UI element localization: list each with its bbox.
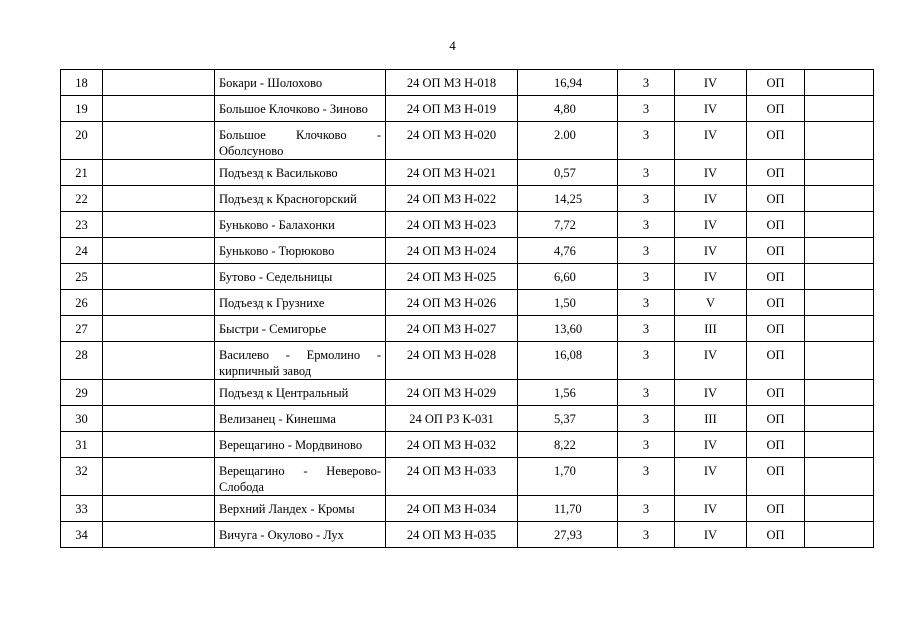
category-text: 3 bbox=[642, 270, 650, 284]
road-code-cell bbox=[386, 522, 518, 548]
road-name-text: Большое Клочково - Оболсуново bbox=[219, 128, 381, 158]
blank-cell bbox=[805, 186, 874, 212]
road-length-cell bbox=[518, 96, 618, 122]
road-length-cell bbox=[518, 406, 618, 432]
road-code-cell bbox=[386, 342, 518, 380]
road-length-cell bbox=[518, 186, 618, 212]
road-type-cell bbox=[747, 522, 805, 548]
road-class-cell bbox=[675, 316, 747, 342]
blank-cell bbox=[805, 212, 874, 238]
row-number-cell bbox=[61, 458, 103, 496]
blank-cell bbox=[805, 290, 874, 316]
road-length-text: 2.00 bbox=[554, 128, 576, 142]
category-cell bbox=[618, 264, 675, 290]
blank-cell bbox=[805, 458, 874, 496]
blank-cell bbox=[805, 406, 874, 432]
road-class-text: IV bbox=[703, 102, 718, 116]
road-name-text: Бокари - Шолохово bbox=[219, 76, 323, 90]
category-text: 3 bbox=[642, 322, 650, 336]
road-length-text: 8,22 bbox=[554, 438, 576, 452]
road-class-cell bbox=[675, 238, 747, 264]
category-cell bbox=[618, 522, 675, 548]
category-text: 3 bbox=[642, 244, 650, 258]
table-row bbox=[61, 96, 874, 122]
road-class-text: IV bbox=[703, 128, 718, 142]
road-class-text: IV bbox=[703, 528, 718, 542]
road-type-cell bbox=[747, 290, 805, 316]
category-text: 3 bbox=[642, 348, 650, 362]
table-row bbox=[61, 406, 874, 432]
table-row bbox=[61, 522, 874, 548]
category-text: 3 bbox=[642, 102, 650, 116]
road-code-cell bbox=[386, 496, 518, 522]
road-class-text: IV bbox=[703, 464, 718, 478]
row-number-text: 29 bbox=[75, 386, 88, 400]
row-number-cell bbox=[61, 316, 103, 342]
road-type-text: ОП bbox=[766, 296, 785, 310]
blank-cell bbox=[103, 380, 215, 406]
road-length-cell bbox=[518, 496, 618, 522]
category-cell bbox=[618, 186, 675, 212]
road-class-text: IV bbox=[703, 192, 718, 206]
row-number-text: 33 bbox=[75, 502, 88, 516]
blank-cell bbox=[805, 122, 874, 160]
road-length-text: 27,93 bbox=[554, 528, 583, 542]
road-class-cell bbox=[675, 406, 747, 432]
road-length-cell bbox=[518, 290, 618, 316]
road-length-cell bbox=[518, 212, 618, 238]
blank-cell bbox=[103, 432, 215, 458]
road-type-text: ОП bbox=[766, 412, 785, 426]
blank-cell bbox=[805, 264, 874, 290]
road-code-cell bbox=[386, 290, 518, 316]
road-class-text: IV bbox=[703, 244, 718, 258]
row-number-cell bbox=[61, 290, 103, 316]
category-cell bbox=[618, 160, 675, 186]
road-type-cell bbox=[747, 432, 805, 458]
road-class-text: IV bbox=[703, 270, 718, 284]
blank-cell bbox=[103, 238, 215, 264]
road-class-cell bbox=[675, 264, 747, 290]
road-code-text: 24 ОП МЗ Н-018 bbox=[406, 76, 497, 90]
blank-cell bbox=[805, 522, 874, 548]
blank-cell bbox=[103, 496, 215, 522]
table-row bbox=[61, 290, 874, 316]
road-length-text: 4,76 bbox=[554, 244, 576, 258]
road-length-text: 14,25 bbox=[554, 192, 583, 206]
blank-cell bbox=[103, 290, 215, 316]
road-code-cell bbox=[386, 160, 518, 186]
road-class-cell bbox=[675, 290, 747, 316]
road-length-text: 4,80 bbox=[554, 102, 576, 116]
road-name-cell bbox=[215, 522, 386, 548]
category-text: 3 bbox=[642, 296, 650, 310]
blank-cell bbox=[805, 238, 874, 264]
road-class-text: IV bbox=[703, 218, 718, 232]
road-type-text: ОП bbox=[766, 438, 785, 452]
road-name-text: Василево - Ермолино - кирпичный завод bbox=[219, 348, 381, 378]
road-type-text: ОП bbox=[766, 166, 785, 180]
road-type-text: ОП bbox=[766, 218, 785, 232]
blank-cell bbox=[103, 186, 215, 212]
blank-cell bbox=[103, 342, 215, 380]
road-length-text: 0,57 bbox=[554, 166, 576, 180]
blank-cell bbox=[805, 496, 874, 522]
road-length-cell bbox=[518, 342, 618, 380]
road-code-text: 24 ОП МЗ Н-022 bbox=[406, 192, 497, 206]
row-number-cell bbox=[61, 342, 103, 380]
road-length-text: 16,94 bbox=[554, 76, 583, 90]
category-text: 3 bbox=[642, 412, 650, 426]
table-row bbox=[61, 122, 874, 160]
road-type-text: ОП bbox=[766, 128, 785, 142]
road-class-text: IV bbox=[703, 502, 718, 516]
row-number-text: 24 bbox=[75, 244, 88, 258]
road-class-text: IV bbox=[703, 166, 718, 180]
row-number-cell bbox=[61, 122, 103, 160]
road-class-cell bbox=[675, 342, 747, 380]
category-text: 3 bbox=[642, 218, 650, 232]
road-name-cell bbox=[215, 264, 386, 290]
road-code-text: 24 ОП МЗ Н-025 bbox=[406, 270, 497, 284]
road-code-cell bbox=[386, 406, 518, 432]
road-length-cell bbox=[518, 316, 618, 342]
roads-table-body bbox=[61, 70, 874, 548]
table-row bbox=[61, 212, 874, 238]
road-code-cell bbox=[386, 96, 518, 122]
road-type-cell bbox=[747, 406, 805, 432]
road-code-cell bbox=[386, 264, 518, 290]
blank-cell bbox=[805, 432, 874, 458]
blank-cell bbox=[805, 160, 874, 186]
category-cell bbox=[618, 406, 675, 432]
category-cell bbox=[618, 238, 675, 264]
row-number-cell bbox=[61, 522, 103, 548]
road-code-text: 24 ОП МЗ Н-019 bbox=[406, 102, 497, 116]
road-name-cell bbox=[215, 160, 386, 186]
row-number-text: 32 bbox=[75, 464, 88, 478]
road-length-cell bbox=[518, 70, 618, 96]
road-length-text: 1,50 bbox=[554, 296, 576, 310]
road-type-cell bbox=[747, 186, 805, 212]
road-type-text: ОП bbox=[766, 322, 785, 336]
road-class-text: IV bbox=[703, 348, 718, 362]
blank-cell bbox=[103, 458, 215, 496]
category-text: 3 bbox=[642, 166, 650, 180]
road-name-text: Верхний Ландех - Кромы bbox=[219, 502, 355, 516]
road-type-cell bbox=[747, 496, 805, 522]
road-length-text: 1,56 bbox=[554, 386, 576, 400]
road-class-text: IV bbox=[703, 438, 718, 452]
category-cell bbox=[618, 458, 675, 496]
road-length-text: 5,37 bbox=[554, 412, 576, 426]
blank-cell bbox=[103, 122, 215, 160]
road-code-cell bbox=[386, 212, 518, 238]
road-type-text: ОП bbox=[766, 192, 785, 206]
row-number-cell bbox=[61, 212, 103, 238]
road-type-text: ОП bbox=[766, 102, 785, 116]
row-number-text: 31 bbox=[75, 438, 88, 452]
road-code-text: 24 ОП МЗ Н-021 bbox=[406, 166, 497, 180]
category-cell bbox=[618, 290, 675, 316]
road-type-cell bbox=[747, 238, 805, 264]
blank-cell bbox=[103, 522, 215, 548]
row-number-text: 22 bbox=[75, 192, 88, 206]
road-class-cell bbox=[675, 122, 747, 160]
road-class-text: V bbox=[705, 296, 716, 310]
road-name-cell bbox=[215, 342, 386, 380]
road-length-cell bbox=[518, 432, 618, 458]
row-number-text: 25 bbox=[75, 270, 88, 284]
road-name-cell bbox=[215, 290, 386, 316]
blank-cell bbox=[805, 96, 874, 122]
road-class-text: III bbox=[704, 412, 717, 426]
road-name-text: Велизанец - Кинешма bbox=[219, 412, 336, 426]
road-type-text: ОП bbox=[766, 528, 785, 542]
road-code-text: 24 ОП МЗ Н-023 bbox=[406, 218, 497, 232]
category-text: 3 bbox=[642, 128, 650, 142]
road-name-cell bbox=[215, 212, 386, 238]
category-cell bbox=[618, 122, 675, 160]
road-code-text: 24 ОП МЗ Н-026 bbox=[406, 296, 497, 310]
road-name-text: Подъезд к Грузнихе bbox=[219, 296, 325, 310]
blank-cell bbox=[805, 70, 874, 96]
road-type-text: ОП bbox=[766, 348, 785, 362]
road-type-cell bbox=[747, 264, 805, 290]
row-number-text: 30 bbox=[75, 412, 88, 426]
road-length-cell bbox=[518, 122, 618, 160]
road-type-cell bbox=[747, 380, 805, 406]
road-class-cell bbox=[675, 458, 747, 496]
table-row bbox=[61, 160, 874, 186]
road-name-text: Буньково - Балахонки bbox=[219, 218, 335, 232]
row-number-cell bbox=[61, 238, 103, 264]
row-number-text: 19 bbox=[75, 102, 88, 116]
road-length-text: 6,60 bbox=[554, 270, 576, 284]
row-number-text: 18 bbox=[75, 76, 88, 90]
blank-cell bbox=[805, 316, 874, 342]
blank-cell bbox=[103, 96, 215, 122]
road-class-text: III bbox=[704, 322, 717, 336]
road-type-cell bbox=[747, 342, 805, 380]
category-cell bbox=[618, 380, 675, 406]
road-class-text: IV bbox=[703, 386, 718, 400]
road-code-cell bbox=[386, 458, 518, 496]
road-code-cell bbox=[386, 380, 518, 406]
road-name-text: Подъезд к Красногорский bbox=[219, 192, 357, 206]
road-name-text: Подъезд к Васильково bbox=[219, 166, 338, 180]
road-class-cell bbox=[675, 432, 747, 458]
road-code-text: 24 ОП МЗ Н-034 bbox=[406, 502, 497, 516]
road-type-text: ОП bbox=[766, 76, 785, 90]
roads-table bbox=[60, 69, 874, 548]
road-type-cell bbox=[747, 160, 805, 186]
category-text: 3 bbox=[642, 502, 650, 516]
road-code-text: 24 ОП МЗ Н-020 bbox=[406, 128, 497, 142]
road-length-text: 1,70 bbox=[554, 464, 576, 478]
road-name-cell bbox=[215, 316, 386, 342]
road-length-text: 13,60 bbox=[554, 322, 583, 336]
road-code-cell bbox=[386, 316, 518, 342]
blank-cell bbox=[805, 342, 874, 380]
blank-cell bbox=[103, 264, 215, 290]
category-cell bbox=[618, 432, 675, 458]
category-text: 3 bbox=[642, 76, 650, 90]
road-name-cell bbox=[215, 96, 386, 122]
row-number-text: 26 bbox=[75, 296, 88, 310]
road-name-cell bbox=[215, 458, 386, 496]
row-number-text: 28 bbox=[75, 348, 88, 362]
road-class-text: IV bbox=[703, 76, 718, 90]
road-name-cell bbox=[215, 238, 386, 264]
blank-cell bbox=[805, 380, 874, 406]
road-length-cell bbox=[518, 522, 618, 548]
road-code-text: 24 ОП МЗ Н-027 bbox=[406, 322, 497, 336]
road-code-text: 24 ОП МЗ Н-029 bbox=[406, 386, 497, 400]
road-type-text: ОП bbox=[766, 386, 785, 400]
road-class-cell bbox=[675, 380, 747, 406]
table-row bbox=[61, 316, 874, 342]
row-number-text: 27 bbox=[75, 322, 88, 336]
road-name-cell bbox=[215, 432, 386, 458]
road-class-cell bbox=[675, 212, 747, 238]
road-type-cell bbox=[747, 212, 805, 238]
blank-cell bbox=[103, 406, 215, 432]
road-length-cell bbox=[518, 238, 618, 264]
road-name-text: Верещагино - Неверово-Слобода bbox=[219, 464, 381, 494]
blank-cell bbox=[103, 212, 215, 238]
road-name-cell bbox=[215, 122, 386, 160]
road-class-cell bbox=[675, 496, 747, 522]
road-code-cell bbox=[386, 186, 518, 212]
road-code-text: 24 ОП МЗ Н-035 bbox=[406, 528, 497, 542]
row-number-cell bbox=[61, 496, 103, 522]
category-cell bbox=[618, 70, 675, 96]
category-cell bbox=[618, 96, 675, 122]
road-length-text: 11,70 bbox=[554, 502, 582, 516]
row-number-cell bbox=[61, 186, 103, 212]
road-code-cell bbox=[386, 122, 518, 160]
category-text: 3 bbox=[642, 528, 650, 542]
road-code-cell bbox=[386, 70, 518, 96]
road-type-text: ОП bbox=[766, 270, 785, 284]
road-class-cell bbox=[675, 522, 747, 548]
table-row bbox=[61, 380, 874, 406]
category-cell bbox=[618, 316, 675, 342]
row-number-cell bbox=[61, 432, 103, 458]
road-name-cell bbox=[215, 406, 386, 432]
road-length-cell bbox=[518, 458, 618, 496]
road-type-cell bbox=[747, 122, 805, 160]
road-class-cell bbox=[675, 186, 747, 212]
road-code-cell bbox=[386, 238, 518, 264]
row-number-cell bbox=[61, 160, 103, 186]
page-number: 4 bbox=[449, 38, 456, 53]
road-class-cell bbox=[675, 160, 747, 186]
table-row bbox=[61, 458, 874, 496]
road-name-cell bbox=[215, 186, 386, 212]
road-name-cell bbox=[215, 496, 386, 522]
road-class-cell bbox=[675, 70, 747, 96]
road-length-text: 16,08 bbox=[554, 348, 583, 362]
road-type-text: ОП bbox=[766, 464, 785, 478]
road-name-text: Буньково - Тюрюково bbox=[219, 244, 335, 258]
category-text: 3 bbox=[642, 386, 650, 400]
road-code-text: 24 ОП РЗ К-031 bbox=[409, 412, 494, 426]
row-number-text: 34 bbox=[75, 528, 88, 542]
category-cell bbox=[618, 212, 675, 238]
road-name-text: Вичуга - Окулово - Лух bbox=[219, 528, 344, 542]
road-name-text: Бутово - Седельницы bbox=[219, 270, 333, 284]
row-number-cell bbox=[61, 406, 103, 432]
table-row bbox=[61, 238, 874, 264]
row-number-text: 21 bbox=[75, 166, 88, 180]
row-number-cell bbox=[61, 70, 103, 96]
row-number-text: 23 bbox=[75, 218, 88, 232]
row-number-cell bbox=[61, 96, 103, 122]
table-row bbox=[61, 186, 874, 212]
road-code-text: 24 ОП МЗ Н-028 bbox=[406, 348, 497, 362]
road-length-cell bbox=[518, 264, 618, 290]
table-row bbox=[61, 496, 874, 522]
road-name-cell bbox=[215, 380, 386, 406]
row-number-cell bbox=[61, 380, 103, 406]
category-cell bbox=[618, 342, 675, 380]
category-text: 3 bbox=[642, 192, 650, 206]
road-length-text: 7,72 bbox=[554, 218, 576, 232]
road-length-cell bbox=[518, 160, 618, 186]
road-code-text: 24 ОП МЗ Н-024 bbox=[406, 244, 497, 258]
table-row bbox=[61, 432, 874, 458]
road-code-text: 24 ОП МЗ Н-033 bbox=[406, 464, 497, 478]
blank-cell bbox=[103, 70, 215, 96]
road-code-cell bbox=[386, 432, 518, 458]
road-type-cell bbox=[747, 316, 805, 342]
blank-cell bbox=[103, 160, 215, 186]
category-text: 3 bbox=[642, 438, 650, 452]
table-row bbox=[61, 342, 874, 380]
blank-cell bbox=[103, 316, 215, 342]
road-type-cell bbox=[747, 458, 805, 496]
table-row bbox=[61, 70, 874, 96]
road-code-text: 24 ОП МЗ Н-032 bbox=[406, 438, 497, 452]
row-number-cell bbox=[61, 264, 103, 290]
road-type-text: ОП bbox=[766, 502, 785, 516]
table-row bbox=[61, 264, 874, 290]
road-name-cell bbox=[215, 70, 386, 96]
row-number-text: 20 bbox=[75, 128, 88, 142]
road-type-cell bbox=[747, 96, 805, 122]
road-class-cell bbox=[675, 96, 747, 122]
category-text: 3 bbox=[642, 464, 650, 478]
road-name-text: Быстри - Семигорье bbox=[219, 322, 327, 336]
road-length-cell bbox=[518, 380, 618, 406]
road-type-cell bbox=[747, 70, 805, 96]
category-cell bbox=[618, 496, 675, 522]
road-type-text: ОП bbox=[766, 244, 785, 258]
road-name-text: Подъезд к Центральный bbox=[219, 386, 349, 400]
road-name-text: Большое Клочково - Зиново bbox=[219, 102, 368, 116]
road-name-text: Верещагино - Мордвиново bbox=[219, 438, 363, 452]
